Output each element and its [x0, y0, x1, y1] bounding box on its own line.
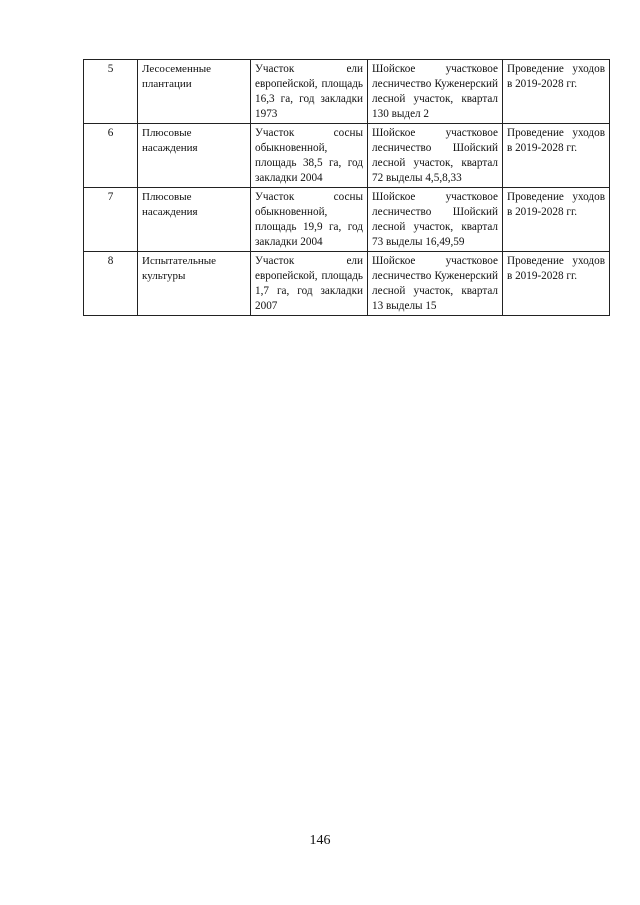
object-type-cell: Испытательные культуры: [138, 252, 251, 316]
table-row: [84, 188, 610, 252]
site-description-cell: Участок сосны обыкновенной, площадь 38,5 га, год закладки 2004: [251, 124, 368, 188]
activity-cell: Проведение уходов в 2019-2028 гг.: [503, 188, 610, 252]
activity-cell: Проведение уходов в 2019-2028 гг.: [503, 252, 610, 316]
page-number: 146: [309, 833, 331, 848]
site-description-cell: Участок ели европейской, площадь 16,3 га, год закладки 1973: [251, 60, 368, 124]
table-row: [84, 60, 610, 124]
object-type-cell: Лесосеменные плантации: [138, 60, 251, 124]
forest-plots-table: [83, 59, 610, 316]
location-cell: Шойское участковое лесничество Куженерский лесной участок, квартал 130 выдел 2: [368, 60, 503, 124]
row-number-cell: 8: [84, 252, 138, 316]
row-number-cell: 7: [84, 188, 138, 252]
activity-cell: Проведение уходов в 2019-2028 гг.: [503, 60, 610, 124]
object-type-cell: Плюсовые насаждения: [138, 188, 251, 252]
object-type-cell: Плюсовые насаждения: [138, 124, 251, 188]
location-cell: Шойское участковое лесничество Шойский лесной участок, квартал 72 выделы 4,5,8,33: [368, 124, 503, 188]
table-row: [84, 124, 610, 188]
row-number-cell: 5: [84, 60, 138, 124]
location-cell: Шойское участковое лесничество Куженерский лесной участок, квартал 13 выделы 15: [368, 252, 503, 316]
site-description-cell: Участок ели европейской, площадь 1,7 га, год закладки 2007: [251, 252, 368, 316]
table-row: [84, 252, 610, 316]
row-number-cell: 6: [84, 124, 138, 188]
location-cell: Шойское участковое лесничество Шойский лесной участок, квартал 73 выделы 16,49,59: [368, 188, 503, 252]
site-description-cell: Участок сосны обыкновенной, площадь 19,9 га, год закладки 2004: [251, 188, 368, 252]
activity-cell: Проведение уходов в 2019-2028 гг.: [503, 124, 610, 188]
